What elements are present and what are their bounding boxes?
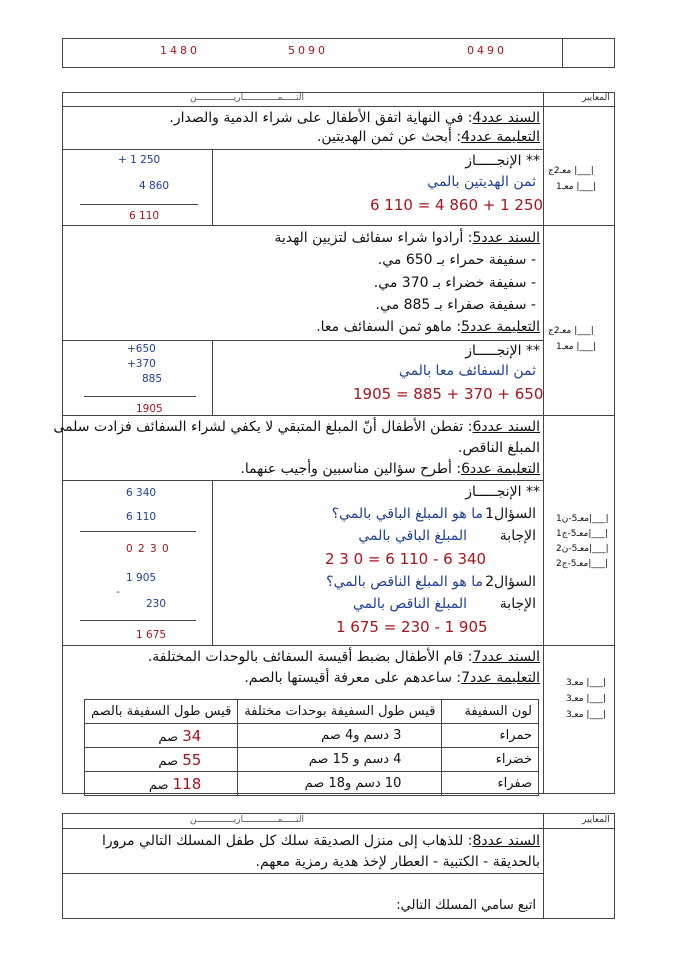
header-row-line-2 [62,828,615,829]
sanad-8-line-1 [102,833,540,849]
calc-6-rule [80,531,196,532]
row-line [62,149,543,150]
row-line [62,225,543,226]
injaz-5-equation: 1905 = 885 + 370 + 650 [353,385,544,403]
row-line-2 [62,873,543,874]
talima-6-text: : أطرح سؤالين مناسبين وأجيب عنهما. [240,461,462,477]
calc-6-operand-a: 6 340 [126,487,157,499]
injaz-4-label: ثمن الهديتين بالمي [427,174,536,190]
sanad-5-label: السند عدد5 [472,230,540,246]
top-row-box [62,38,615,68]
sanad-5-item-yellow: - سفيفة صفراء بـ 885 مي. [375,297,536,313]
table-row [85,748,539,772]
criteria-4-2[interactable]: معـ1 |___| [556,182,596,192]
criteria-column-divider [543,92,544,794]
sanad-8-line-2: بالحديقة - الكتبية - العطار لإخذ هدية رمزية معهم. [255,854,540,870]
row-line [62,480,543,481]
question-1-label: السؤال1 [485,506,536,522]
row-answer-unit: صم [158,729,179,745]
calc-column-divider [212,149,213,225]
row-color: حمراء [442,724,539,748]
injaz-5-label: ثمن السفائف معا بالمي [398,363,536,379]
calc-4-operand-a: + 1 250 [118,154,161,166]
question-2-text: ما هو المبلغ الناقص بالمي؟ [326,574,483,590]
sanad-7-text: : قام الأطفال بضبط أقيسة السفائف بالوحدات المختلفة. [147,649,473,665]
criteria-6-2[interactable]: معـ5-ج1|___| [556,529,608,539]
calc-4-operand-b: 4 860 [139,180,170,192]
criteria-4-1[interactable]: معـ2ج |___| [548,166,594,176]
calc-6-result-2: 1 675 [136,629,167,641]
calc-5-rule [84,396,196,397]
row-color: خضراء [442,748,539,772]
calc-4-rule [80,204,198,205]
calc-5-operand-c: 885 [142,373,163,385]
answer-2-label: الإجابة [499,596,536,612]
row-mixed: 3 دسم و4 صم [238,724,442,748]
row-answer[interactable] [85,772,238,796]
top-value-2: 5090 [288,44,328,57]
talima-4 [317,129,540,145]
sanad-4 [169,110,540,126]
header-color: لون السفيفة [442,700,539,724]
criteria-header-2: المعايير [582,815,610,825]
answer-1-equation: 2 3 0 = 6 110 - 6 340 [325,550,487,568]
criteria-7-2[interactable]: معـ3 |___| [566,694,606,704]
row-answer-value: 55 [182,750,202,769]
row-answer-unit: صم [148,777,169,793]
criteria-5-1[interactable]: معـ2ج |___| [548,326,594,336]
calc-6-operand-c: 1 905 [126,572,157,584]
answer-2-text: المبلغ الناقص بالمي [352,596,467,612]
measurement-table [84,699,539,796]
criteria-6-3[interactable]: معـ5-ن2|___| [556,544,609,554]
table-header-row [85,700,539,724]
top-value-3: 0490 [467,44,507,57]
row-mixed: 10 دسم و18 صم [238,772,442,796]
injaz-4-title: ** الإنجـــــاز [465,153,540,169]
row-line [62,415,615,416]
answer-2-equation: 1 675 = 230 - 1 905 [336,618,488,636]
question-1-text: ما هو المبلغ الباقي بالمي؟ [331,506,483,522]
sanad-8-text: : للذهاب إلى منزل الصديقة سلك كل طفل المسلك التالي مرورا [101,833,473,849]
criteria-7-1[interactable]: معـ3 |___| [566,678,606,688]
sanad-5 [274,230,540,246]
sanad-6-label: السند عدد6 [472,419,540,435]
talima-5-text: : ماهو ثمن السفائف معا. [316,319,462,335]
calc-column-divider [212,480,213,645]
calc-6-operand-d: 230 [146,598,167,610]
talima-4-text: : أبحث عن ثمن الهديتين. [316,129,462,145]
sanad-5-item-green: - سفيفة خضراء بـ 370 مي. [373,275,536,291]
row-answer[interactable] [85,748,238,772]
calc-4-result: 6 110 [129,210,160,222]
row-answer-value: 34 [182,726,202,745]
criteria-header: المعايير [582,93,610,103]
top-value-1: 1480 [160,44,200,57]
calc-6-operand-b: 6 110 [126,511,157,523]
sanad-7 [148,649,540,665]
criteria-6-1[interactable]: معـ5-ن1|___| [556,514,609,524]
talima-6 [240,461,540,477]
sanad-6-line-1 [53,419,540,435]
calc-6-rule-2 [80,620,196,621]
criteria-5-2[interactable]: معـ1 |___| [556,342,596,352]
answer-1-label: الإجابة [499,528,536,544]
sanad-5-item-red: - سفيفة حمراء بـ 650 مي. [377,252,536,268]
talima-6-label: التعليمة عدد6 [461,461,540,477]
header-row-line [62,106,615,107]
talima-4-label: التعليمة عدد4 [461,129,540,145]
exercises-header-title-2: التـــــمـــــــــــــاريــــــــــــــن [190,815,304,825]
header-cm: قيس طول السفيفة بالصم [85,700,238,724]
talima-7 [244,670,540,686]
header-mixed-units: قيس طول السفيفة بوحدات مختلفة [238,700,442,724]
criteria-row-line [543,225,615,226]
row-answer-value: 118 [172,774,202,793]
calc-6-result: 0 2 3 0 [126,543,170,555]
calc-5-operand-a: +650 [127,343,156,355]
talima-7-text: : ساعدهم على معرفة أقيستها بالصم. [244,670,462,686]
question-2-label: السؤال2 [485,574,536,590]
talima-7-label: التعليمة عدد7 [461,670,540,686]
sanad-7-label: السند عدد7 [472,649,540,665]
follow-path-text: اتبع سامي المسلك التالي: [396,898,536,913]
talima-5 [316,319,540,335]
exercises-header-title: التـــــمـــــــــــــاريــــــــــــــن [190,93,304,103]
calc-5-result: 1905 [136,403,163,415]
criteria-7-3[interactable]: معـ3 |___| [566,710,606,720]
row-line [62,340,543,341]
answer-1-text: المبلغ الباقي بالمي [358,528,467,544]
sanad-4-text: : في النهاية اتفق الأطفال على شراء الدمية والصدار. [169,110,473,126]
calc-column-divider [212,340,213,415]
injaz-6-title: ** الإنجـــــاز [465,484,540,500]
injaz-5-title: ** الإنجـــــاز [465,343,540,359]
calc-5-operand-b: +370 [127,358,156,370]
row-line [62,645,615,646]
sanad-6-line-2: المبلغ الناقص. [458,440,540,456]
sanad-8-label: السند عدد8 [472,833,540,849]
criteria-6-4[interactable]: معـ5-ج2|___| [556,559,608,569]
top-row-divider [562,38,563,68]
row-mixed: 4 دسم و 15 صم [238,748,442,772]
calc-6-minus: - [116,586,120,598]
sanad-4-label: السند عدد4 [472,110,540,126]
row-answer-unit: صم [158,753,179,769]
row-color: صفراء [442,772,539,796]
row-answer[interactable] [85,724,238,748]
table-row [85,724,539,748]
injaz-4-equation: 6 110 = 4 860 + 1 250 [370,196,544,214]
sanad-5-text: : أرادوا شراء سفائف لتزيين الهدية [274,230,473,246]
table-row [85,772,539,796]
sanad-6-text: : تفطن الأطفال أنّ المبلغ المتبقي لا يكفي لشراء السفائف فزادت سلمى [53,419,473,435]
talima-5-label: التعليمة عدد5 [461,319,540,335]
